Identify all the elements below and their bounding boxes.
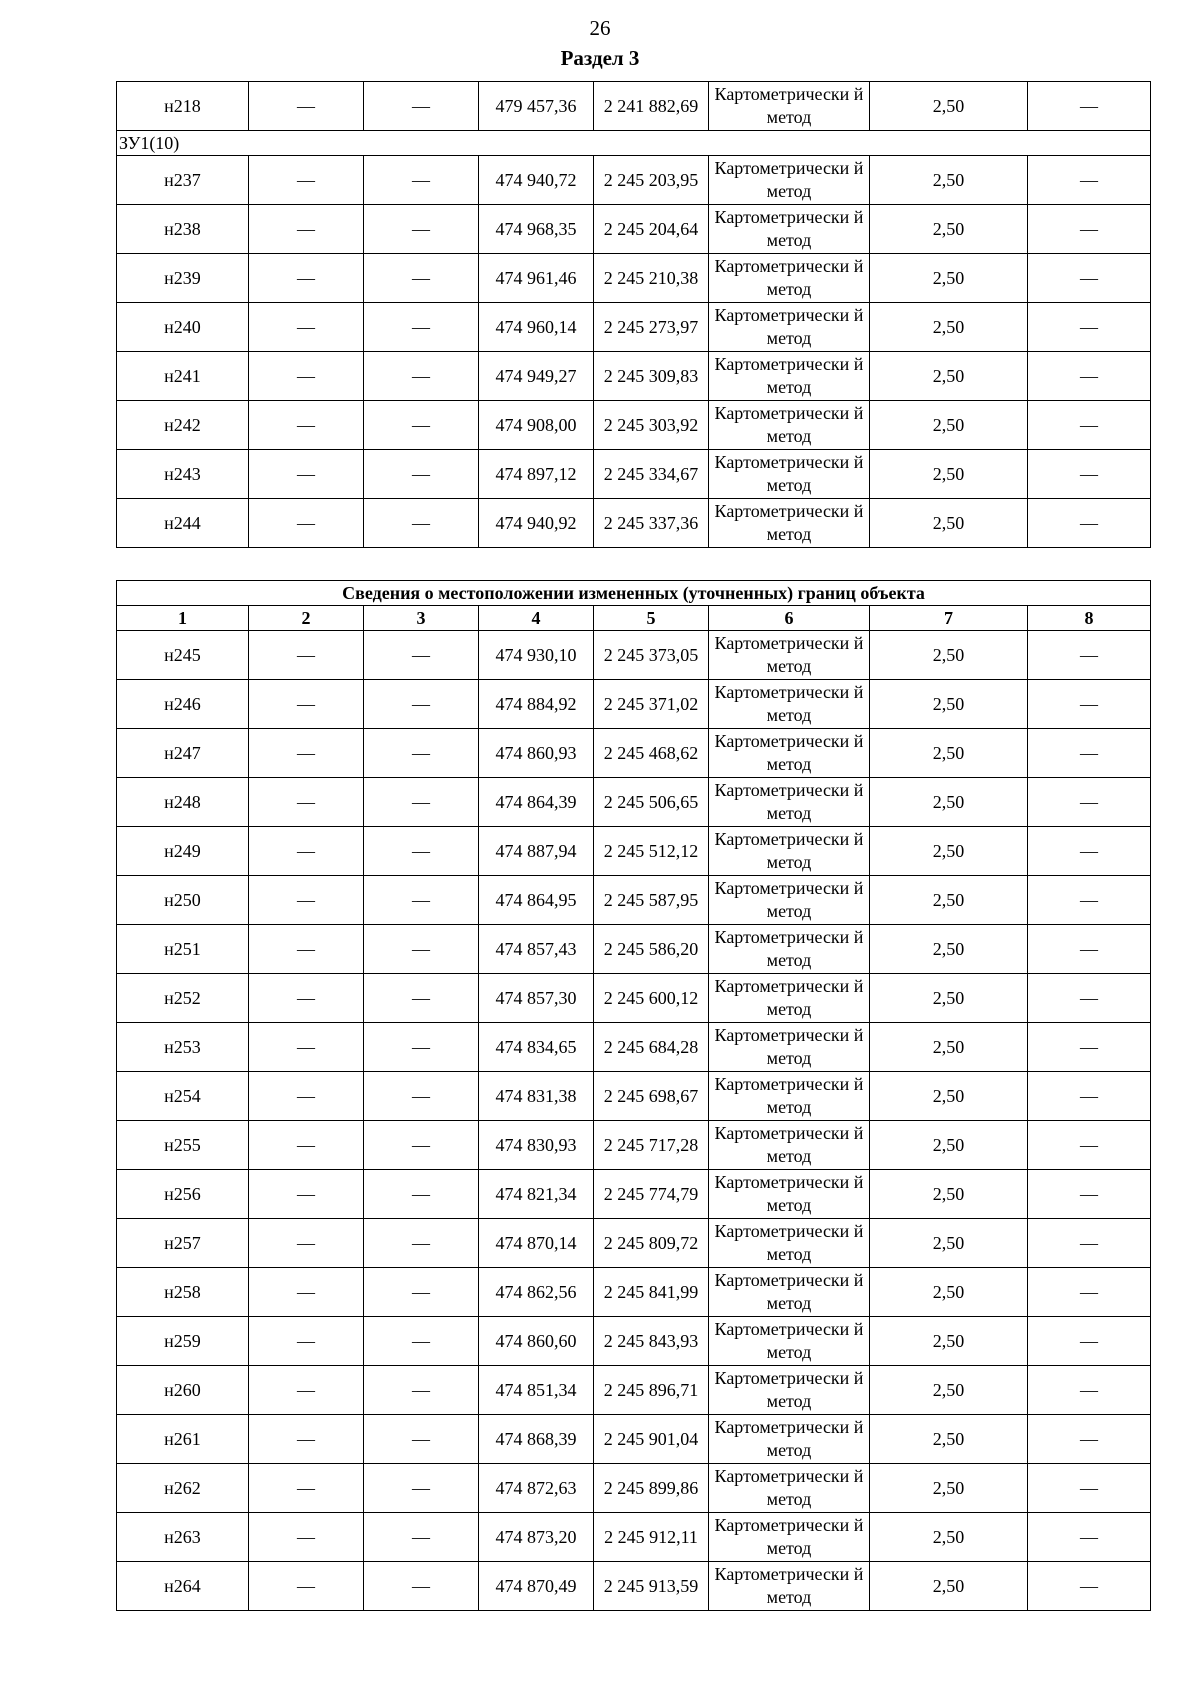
column-number-cell: 8 bbox=[1028, 606, 1151, 631]
accuracy-cell: 2,50 bbox=[870, 254, 1028, 303]
method-cell: Картометрически й метод bbox=[709, 1023, 870, 1072]
x-coordinate-cell: 474 872,63 bbox=[479, 1464, 594, 1513]
dash-cell: — bbox=[1028, 401, 1151, 450]
method-cell: Картометрически й метод bbox=[709, 82, 870, 131]
y-coordinate-cell: 2 245 273,97 bbox=[594, 303, 709, 352]
point-id-cell: н246 bbox=[117, 680, 249, 729]
x-coordinate-cell: 474 821,34 bbox=[479, 1170, 594, 1219]
accuracy-cell: 2,50 bbox=[870, 729, 1028, 778]
dash-cell: — bbox=[364, 1023, 479, 1072]
table-row bbox=[117, 1219, 1151, 1268]
table-row bbox=[117, 156, 1151, 205]
point-id-cell: н240 bbox=[117, 303, 249, 352]
accuracy-cell: 2,50 bbox=[870, 82, 1028, 131]
method-cell: Картометрически й метод bbox=[709, 925, 870, 974]
dash-cell: — bbox=[1028, 1317, 1151, 1366]
y-coordinate-cell: 2 245 371,02 bbox=[594, 680, 709, 729]
dash-cell: — bbox=[364, 974, 479, 1023]
point-id-cell: н256 bbox=[117, 1170, 249, 1219]
dash-cell: — bbox=[364, 401, 479, 450]
y-coordinate-cell: 2 245 309,83 bbox=[594, 352, 709, 401]
dash-cell: — bbox=[249, 1415, 364, 1464]
accuracy-cell: 2,50 bbox=[870, 1464, 1028, 1513]
point-id-cell: н238 bbox=[117, 205, 249, 254]
y-coordinate-cell: 2 245 337,36 bbox=[594, 499, 709, 548]
table-row bbox=[117, 925, 1151, 974]
y-coordinate-cell: 2 245 587,95 bbox=[594, 876, 709, 925]
point-id-cell: н244 bbox=[117, 499, 249, 548]
table-row bbox=[117, 827, 1151, 876]
point-id-cell: н255 bbox=[117, 1121, 249, 1170]
y-coordinate-cell: 2 245 841,99 bbox=[594, 1268, 709, 1317]
accuracy-cell: 2,50 bbox=[870, 1415, 1028, 1464]
method-cell: Картометрически й метод bbox=[709, 450, 870, 499]
method-cell: Картометрически й метод bbox=[709, 303, 870, 352]
table-row bbox=[117, 303, 1151, 352]
x-coordinate-cell: 474 870,49 bbox=[479, 1562, 594, 1611]
column-number-cell: 2 bbox=[249, 606, 364, 631]
dash-cell: — bbox=[364, 827, 479, 876]
point-id-cell: н262 bbox=[117, 1464, 249, 1513]
dash-cell: — bbox=[1028, 778, 1151, 827]
accuracy-cell: 2,50 bbox=[870, 499, 1028, 548]
dash-cell: — bbox=[364, 1121, 479, 1170]
accuracy-cell: 2,50 bbox=[870, 631, 1028, 680]
dash-cell: — bbox=[364, 1170, 479, 1219]
accuracy-cell: 2,50 bbox=[870, 1121, 1028, 1170]
x-coordinate-cell: 474 908,00 bbox=[479, 401, 594, 450]
table-row bbox=[117, 729, 1151, 778]
dash-cell: — bbox=[364, 450, 479, 499]
dash-cell: — bbox=[249, 352, 364, 401]
dash-cell: — bbox=[1028, 827, 1151, 876]
point-id-cell: н242 bbox=[117, 401, 249, 450]
dash-cell: — bbox=[364, 1268, 479, 1317]
table-row bbox=[117, 1562, 1151, 1611]
dash-cell: — bbox=[249, 1366, 364, 1415]
x-coordinate-cell: 474 834,65 bbox=[479, 1023, 594, 1072]
point-id-cell: н247 bbox=[117, 729, 249, 778]
method-cell: Картометрически й метод bbox=[709, 1562, 870, 1611]
table-row bbox=[117, 205, 1151, 254]
accuracy-cell: 2,50 bbox=[870, 1219, 1028, 1268]
section-title: Раздел 3 bbox=[560, 46, 640, 70]
dash-cell: — bbox=[249, 450, 364, 499]
dash-cell: — bbox=[249, 1219, 364, 1268]
point-id-cell: н218 bbox=[117, 82, 249, 131]
group-row bbox=[117, 131, 1151, 156]
y-coordinate-cell: 2 245 843,93 bbox=[594, 1317, 709, 1366]
point-id-cell: н245 bbox=[117, 631, 249, 680]
x-coordinate-cell: 474 831,38 bbox=[479, 1072, 594, 1121]
table-row bbox=[117, 974, 1151, 1023]
dash-cell: — bbox=[249, 1562, 364, 1611]
y-coordinate-cell: 2 245 913,59 bbox=[594, 1562, 709, 1611]
dash-cell: — bbox=[364, 82, 479, 131]
dash-cell: — bbox=[364, 1317, 479, 1366]
y-coordinate-cell: 2 245 899,86 bbox=[594, 1464, 709, 1513]
table-row bbox=[117, 450, 1151, 499]
accuracy-cell: 2,50 bbox=[870, 450, 1028, 499]
point-id-cell: н253 bbox=[117, 1023, 249, 1072]
accuracy-cell: 2,50 bbox=[870, 1513, 1028, 1562]
dash-cell: — bbox=[364, 729, 479, 778]
y-coordinate-cell: 2 245 717,28 bbox=[594, 1121, 709, 1170]
dash-cell: — bbox=[1028, 1219, 1151, 1268]
x-coordinate-cell: 474 860,60 bbox=[479, 1317, 594, 1366]
dash-cell: — bbox=[1028, 352, 1151, 401]
accuracy-cell: 2,50 bbox=[870, 1072, 1028, 1121]
x-coordinate-cell: 474 862,56 bbox=[479, 1268, 594, 1317]
method-cell: Картометрически й метод bbox=[709, 352, 870, 401]
dash-cell: — bbox=[249, 1513, 364, 1562]
dash-cell: — bbox=[364, 1513, 479, 1562]
column-number-row bbox=[117, 606, 1151, 631]
table-row bbox=[117, 1415, 1151, 1464]
dash-cell: — bbox=[364, 1464, 479, 1513]
point-id-cell: н254 bbox=[117, 1072, 249, 1121]
column-number-cell: 5 bbox=[594, 606, 709, 631]
point-id-cell: н243 bbox=[117, 450, 249, 499]
accuracy-cell: 2,50 bbox=[870, 303, 1028, 352]
dash-cell: — bbox=[249, 729, 364, 778]
method-cell: Картометрически й метод bbox=[709, 631, 870, 680]
dash-cell: — bbox=[249, 303, 364, 352]
table-row bbox=[117, 352, 1151, 401]
point-id-cell: н261 bbox=[117, 1415, 249, 1464]
x-coordinate-cell: 474 940,92 bbox=[479, 499, 594, 548]
dash-cell: — bbox=[249, 1464, 364, 1513]
accuracy-cell: 2,50 bbox=[870, 1170, 1028, 1219]
x-coordinate-cell: 474 949,27 bbox=[479, 352, 594, 401]
method-cell: Картометрически й метод bbox=[709, 156, 870, 205]
column-number-cell: 3 bbox=[364, 606, 479, 631]
table-row bbox=[117, 680, 1151, 729]
point-id-cell: н251 bbox=[117, 925, 249, 974]
method-cell: Картометрически й метод bbox=[709, 876, 870, 925]
dash-cell: — bbox=[249, 778, 364, 827]
dash-cell: — bbox=[364, 352, 479, 401]
x-coordinate-cell: 474 851,34 bbox=[479, 1366, 594, 1415]
y-coordinate-cell: 2 245 303,92 bbox=[594, 401, 709, 450]
table-row bbox=[117, 1513, 1151, 1562]
dash-cell: — bbox=[249, 631, 364, 680]
dash-cell: — bbox=[364, 680, 479, 729]
x-coordinate-cell: 474 930,10 bbox=[479, 631, 594, 680]
y-coordinate-cell: 2 241 882,69 bbox=[594, 82, 709, 131]
column-number-cell: 7 bbox=[870, 606, 1028, 631]
table-row bbox=[117, 1072, 1151, 1121]
x-coordinate-cell: 474 870,14 bbox=[479, 1219, 594, 1268]
dash-cell: — bbox=[249, 876, 364, 925]
x-coordinate-cell: 474 873,20 bbox=[479, 1513, 594, 1562]
y-coordinate-cell: 2 245 506,65 bbox=[594, 778, 709, 827]
accuracy-cell: 2,50 bbox=[870, 1268, 1028, 1317]
column-number-cell: 6 bbox=[709, 606, 870, 631]
dash-cell: — bbox=[249, 974, 364, 1023]
dash-cell: — bbox=[249, 1317, 364, 1366]
method-cell: Картометрически й метод bbox=[709, 974, 870, 1023]
accuracy-cell: 2,50 bbox=[870, 925, 1028, 974]
dash-cell: — bbox=[364, 303, 479, 352]
y-coordinate-cell: 2 245 912,11 bbox=[594, 1513, 709, 1562]
y-coordinate-cell: 2 245 373,05 bbox=[594, 631, 709, 680]
accuracy-cell: 2,50 bbox=[870, 1366, 1028, 1415]
dash-cell: — bbox=[1028, 1513, 1151, 1562]
point-id-cell: н264 bbox=[117, 1562, 249, 1611]
coordinates-table-continued bbox=[116, 81, 1151, 548]
method-cell: Картометрически й метод bbox=[709, 1219, 870, 1268]
y-coordinate-cell: 2 245 334,67 bbox=[594, 450, 709, 499]
dash-cell: — bbox=[1028, 499, 1151, 548]
table-row bbox=[117, 499, 1151, 548]
dash-cell: — bbox=[1028, 303, 1151, 352]
dash-cell: — bbox=[249, 1121, 364, 1170]
method-cell: Картометрически й метод bbox=[709, 1415, 870, 1464]
accuracy-cell: 2,50 bbox=[870, 156, 1028, 205]
method-cell: Картометрически й метод bbox=[709, 729, 870, 778]
point-id-cell: н263 bbox=[117, 1513, 249, 1562]
dash-cell: — bbox=[1028, 876, 1151, 925]
table-row bbox=[117, 1121, 1151, 1170]
table-row bbox=[117, 1023, 1151, 1072]
column-number-cell: 4 bbox=[479, 606, 594, 631]
dash-cell: — bbox=[364, 1366, 479, 1415]
table-row bbox=[117, 254, 1151, 303]
point-id-cell: н239 bbox=[117, 254, 249, 303]
x-coordinate-cell: 474 860,93 bbox=[479, 729, 594, 778]
x-coordinate-cell: 474 960,14 bbox=[479, 303, 594, 352]
method-cell: Картометрически й метод bbox=[709, 1366, 870, 1415]
table-row bbox=[117, 1366, 1151, 1415]
y-coordinate-cell: 2 245 468,62 bbox=[594, 729, 709, 778]
y-coordinate-cell: 2 245 512,12 bbox=[594, 827, 709, 876]
accuracy-cell: 2,50 bbox=[870, 1317, 1028, 1366]
y-coordinate-cell: 2 245 896,71 bbox=[594, 1366, 709, 1415]
y-coordinate-cell: 2 245 586,20 bbox=[594, 925, 709, 974]
point-id-cell: н257 bbox=[117, 1219, 249, 1268]
method-cell: Картометрически й метод bbox=[709, 254, 870, 303]
method-cell: Картометрически й метод bbox=[709, 680, 870, 729]
dash-cell: — bbox=[1028, 1562, 1151, 1611]
dash-cell: — bbox=[1028, 450, 1151, 499]
accuracy-cell: 2,50 bbox=[870, 205, 1028, 254]
dash-cell: — bbox=[364, 1219, 479, 1268]
x-coordinate-cell: 474 830,93 bbox=[479, 1121, 594, 1170]
dash-cell: — bbox=[364, 925, 479, 974]
dash-cell: — bbox=[249, 1268, 364, 1317]
dash-cell: — bbox=[1028, 1268, 1151, 1317]
y-coordinate-cell: 2 245 210,38 bbox=[594, 254, 709, 303]
method-cell: Картометрически й метод bbox=[709, 205, 870, 254]
x-coordinate-cell: 474 864,39 bbox=[479, 778, 594, 827]
accuracy-cell: 2,50 bbox=[870, 352, 1028, 401]
dash-cell: — bbox=[1028, 729, 1151, 778]
dash-cell: — bbox=[1028, 925, 1151, 974]
x-coordinate-cell: 474 897,12 bbox=[479, 450, 594, 499]
x-coordinate-cell: 474 961,46 bbox=[479, 254, 594, 303]
method-cell: Картометрически й метод bbox=[709, 1268, 870, 1317]
top-table-body bbox=[117, 82, 1151, 548]
dash-cell: — bbox=[1028, 254, 1151, 303]
dash-cell: — bbox=[1028, 156, 1151, 205]
table-row bbox=[117, 876, 1151, 925]
method-cell: Картометрически й метод bbox=[709, 1464, 870, 1513]
x-coordinate-cell: 474 940,72 bbox=[479, 156, 594, 205]
dash-cell: — bbox=[1028, 1023, 1151, 1072]
table-row bbox=[117, 778, 1151, 827]
dash-cell: — bbox=[249, 680, 364, 729]
y-coordinate-cell: 2 245 698,67 bbox=[594, 1072, 709, 1121]
dash-cell: — bbox=[1028, 1464, 1151, 1513]
accuracy-cell: 2,50 bbox=[870, 401, 1028, 450]
dash-cell: — bbox=[1028, 680, 1151, 729]
accuracy-cell: 2,50 bbox=[870, 974, 1028, 1023]
y-coordinate-cell: 2 245 774,79 bbox=[594, 1170, 709, 1219]
dash-cell: — bbox=[364, 1072, 479, 1121]
accuracy-cell: 2,50 bbox=[870, 827, 1028, 876]
dash-cell: — bbox=[1028, 1121, 1151, 1170]
point-id-cell: н252 bbox=[117, 974, 249, 1023]
y-coordinate-cell: 2 245 901,04 bbox=[594, 1415, 709, 1464]
table-row bbox=[117, 1464, 1151, 1513]
bottom-table-body bbox=[117, 631, 1151, 1611]
dash-cell: — bbox=[1028, 974, 1151, 1023]
table-title: Сведения о местоположении измененных (уточненных) границ объекта bbox=[117, 581, 1151, 606]
method-cell: Картометрически й метод bbox=[709, 778, 870, 827]
dash-cell: — bbox=[1028, 1170, 1151, 1219]
dash-cell: — bbox=[364, 156, 479, 205]
method-cell: Картометрически й метод bbox=[709, 1317, 870, 1366]
y-coordinate-cell: 2 245 203,95 bbox=[594, 156, 709, 205]
point-id-cell: н249 bbox=[117, 827, 249, 876]
dash-cell: — bbox=[249, 1023, 364, 1072]
method-cell: Картометрически й метод bbox=[709, 1170, 870, 1219]
x-coordinate-cell: 474 884,92 bbox=[479, 680, 594, 729]
point-id-cell: н250 bbox=[117, 876, 249, 925]
dash-cell: — bbox=[249, 254, 364, 303]
dash-cell: — bbox=[364, 778, 479, 827]
y-coordinate-cell: 2 245 809,72 bbox=[594, 1219, 709, 1268]
x-coordinate-cell: 479 457,36 bbox=[479, 82, 594, 131]
dash-cell: — bbox=[364, 876, 479, 925]
dash-cell: — bbox=[364, 1415, 479, 1464]
dash-cell: — bbox=[249, 156, 364, 205]
dash-cell: — bbox=[364, 254, 479, 303]
dash-cell: — bbox=[249, 1072, 364, 1121]
y-coordinate-cell: 2 245 600,12 bbox=[594, 974, 709, 1023]
point-id-cell: н260 bbox=[117, 1366, 249, 1415]
accuracy-cell: 2,50 bbox=[870, 1023, 1028, 1072]
table-row bbox=[117, 1317, 1151, 1366]
page-number: 26 bbox=[589, 16, 611, 40]
accuracy-cell: 2,50 bbox=[870, 778, 1028, 827]
x-coordinate-cell: 474 857,43 bbox=[479, 925, 594, 974]
dash-cell: — bbox=[249, 827, 364, 876]
dash-cell: — bbox=[249, 401, 364, 450]
point-id-cell: н248 bbox=[117, 778, 249, 827]
dash-cell: — bbox=[364, 205, 479, 254]
dash-cell: — bbox=[364, 1562, 479, 1611]
dash-cell: — bbox=[364, 631, 479, 680]
x-coordinate-cell: 474 968,35 bbox=[479, 205, 594, 254]
y-coordinate-cell: 2 245 204,64 bbox=[594, 205, 709, 254]
dash-cell: — bbox=[1028, 1072, 1151, 1121]
x-coordinate-cell: 474 887,94 bbox=[479, 827, 594, 876]
method-cell: Картометрически й метод bbox=[709, 1072, 870, 1121]
accuracy-cell: 2,50 bbox=[870, 876, 1028, 925]
table-row bbox=[117, 1268, 1151, 1317]
dash-cell: — bbox=[1028, 1366, 1151, 1415]
dash-cell: — bbox=[249, 205, 364, 254]
dash-cell: — bbox=[249, 1170, 364, 1219]
table-row bbox=[117, 82, 1151, 131]
point-id-cell: н258 bbox=[117, 1268, 249, 1317]
method-cell: Картометрически й метод bbox=[709, 499, 870, 548]
changed-boundaries-table bbox=[116, 580, 1151, 1611]
group-label: ЗУ1(10) bbox=[117, 131, 1151, 156]
dash-cell: — bbox=[1028, 1415, 1151, 1464]
method-cell: Картометрически й метод bbox=[709, 401, 870, 450]
dash-cell: — bbox=[1028, 82, 1151, 131]
column-number-cell: 1 bbox=[117, 606, 249, 631]
table-row bbox=[117, 401, 1151, 450]
accuracy-cell: 2,50 bbox=[870, 1562, 1028, 1611]
table-row bbox=[117, 1170, 1151, 1219]
dash-cell: — bbox=[249, 499, 364, 548]
dash-cell: — bbox=[249, 925, 364, 974]
dash-cell: — bbox=[1028, 631, 1151, 680]
x-coordinate-cell: 474 857,30 bbox=[479, 974, 594, 1023]
method-cell: Картометрически й метод bbox=[709, 1121, 870, 1170]
x-coordinate-cell: 474 864,95 bbox=[479, 876, 594, 925]
dash-cell: — bbox=[364, 499, 479, 548]
point-id-cell: н241 bbox=[117, 352, 249, 401]
method-cell: Картометрически й метод bbox=[709, 827, 870, 876]
x-coordinate-cell: 474 868,39 bbox=[479, 1415, 594, 1464]
accuracy-cell: 2,50 bbox=[870, 680, 1028, 729]
point-id-cell: н259 bbox=[117, 1317, 249, 1366]
point-id-cell: н237 bbox=[117, 156, 249, 205]
dash-cell: — bbox=[1028, 205, 1151, 254]
table-row bbox=[117, 631, 1151, 680]
y-coordinate-cell: 2 245 684,28 bbox=[594, 1023, 709, 1072]
dash-cell: — bbox=[249, 82, 364, 131]
method-cell: Картометрически й метод bbox=[709, 1513, 870, 1562]
